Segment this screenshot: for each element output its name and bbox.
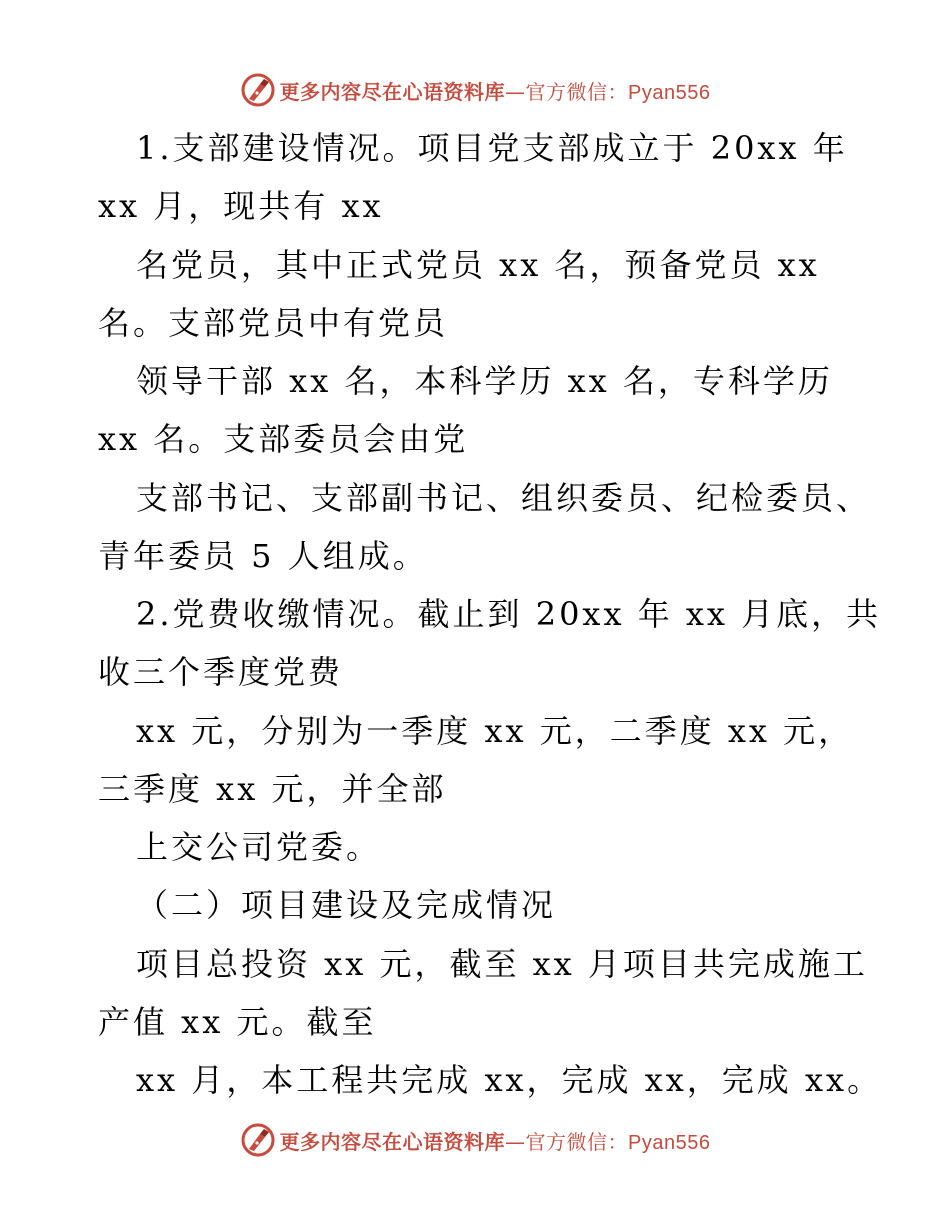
body-line: 三季度 xx 元，并全部 [98, 770, 447, 808]
header-wechat-label: 官方微信： [525, 79, 629, 104]
header-banner [0, 70, 950, 110]
body-line: xx 元，分别为一季度 xx 元，二季度 xx 元， [136, 712, 854, 750]
footer-wechat-id: Pyan556 [628, 1131, 711, 1154]
footer-separator: — [505, 1129, 526, 1154]
footer-wechat-label: 官方微信： [525, 1129, 629, 1154]
body-line: 名党员，其中正式党员 xx 名，预备党员 xx [136, 246, 820, 284]
body-line: xx 名。支部委员会由党 [98, 420, 469, 458]
body-line: 上交公司党委。 [136, 828, 382, 866]
body-line: 2.党费收缴情况。截止到 20xx 年 xx 月底，共 [136, 595, 882, 633]
body-line: 项目总投资 xx 元，截至 xx 月项目共完成施工 [136, 945, 868, 983]
section-heading: （二）项目建设及完成情况 [136, 886, 557, 924]
header-main-text: 更多内容尽在心语资料库 [279, 79, 506, 104]
footer-banner [0, 1120, 950, 1160]
header-separator: — [505, 79, 526, 104]
body-line: 1.支部建设情况。项目党支部成立于 20xx 年 [136, 129, 848, 167]
body-line: 领导干部 xx 名，本科学历 xx 名，专科学历 [136, 362, 833, 400]
body-line: 产值 xx 元。截至 [98, 1003, 377, 1041]
header-wechat-id: Pyan556 [628, 81, 711, 104]
body-line: 名。支部党员中有党员 [98, 304, 449, 342]
body-line: xx 月，现共有 xx [98, 187, 384, 225]
body-line: 青年委员 5 人组成。 [98, 537, 428, 575]
pen-nib-circle-icon [240, 1122, 276, 1158]
body-line: 支部书记、支部副书记、组织委员、纪检委员、 [136, 479, 872, 517]
pen-nib-circle-icon [240, 72, 276, 108]
body-line: xx 月，本工程共完成 xx，完成 xx，完成 xx。 [136, 1061, 883, 1099]
footer-main-text: 更多内容尽在心语资料库 [279, 1129, 506, 1154]
body-line: 收三个季度党费 [98, 653, 344, 691]
